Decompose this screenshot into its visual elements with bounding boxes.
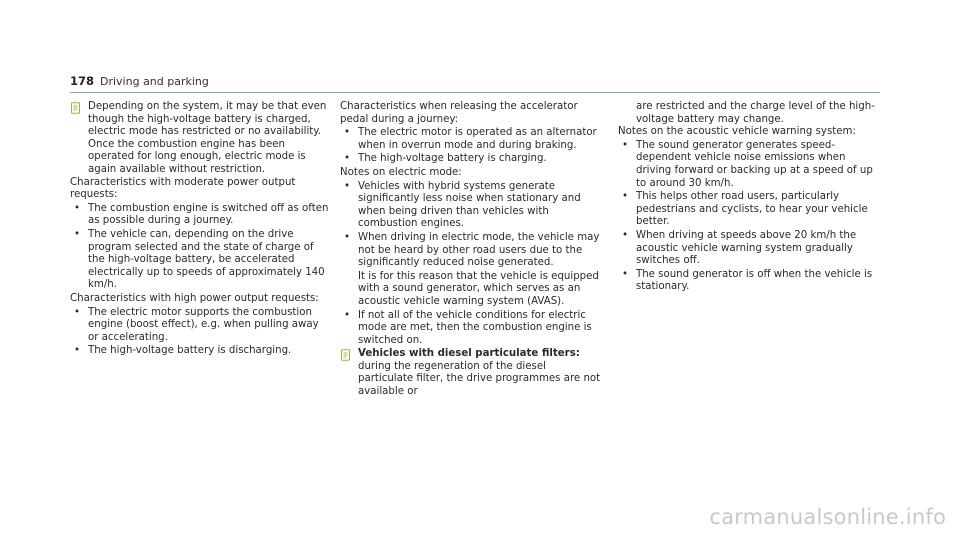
list-item: • Vehicles with hybrid systems generate significantly less noise when stationary and when being driven than vehicles with combustion engines.	[344, 180, 581, 230]
list-item: • The sound generator is off when the vehicle is stationary.	[622, 268, 873, 293]
list-item: • The high-voltage battery is charging.	[344, 153, 547, 165]
list-item: • The electric motor supports the combustion engine (boost effect), e.g. when pulling away or accelerating.	[74, 306, 319, 343]
bullet-icon: •	[344, 231, 351, 243]
bullet-icon: •	[622, 191, 629, 203]
info-note-icon	[340, 349, 352, 361]
list-item: • When driving at speeds above 20 km/h the acoustic vehicle warning system gradually switches off.	[622, 229, 857, 267]
info-note-icon	[70, 102, 82, 114]
bullet-icon: •	[74, 345, 81, 357]
diesel-note-continuation: are restricted and the charge level of the high-voltage battery may change.	[636, 101, 875, 125]
list-item: • The vehicle can, depending on the drive program selected and the state of charge of the high-voltage battery, be accelerated electrically up to speeds of approximately 140 km/h.	[74, 228, 325, 291]
bullet-icon: •	[344, 180, 351, 192]
watermark: carmanualsonline.info	[709, 505, 946, 529]
column-1	[70, 101, 332, 359]
electric-list	[340, 181, 602, 270]
section-title: Driving and parking	[100, 75, 209, 88]
list-item: • The high-voltage battery is discharging.	[74, 345, 292, 357]
column-3	[618, 101, 880, 295]
bullet-icon: •	[74, 202, 81, 214]
list-item: • The combustion engine is switched off as often as possible during a journey.	[74, 202, 329, 227]
bullet-icon: •	[74, 228, 81, 240]
moderate-heading: Characteristics with moderate power output requests:	[70, 176, 296, 201]
diesel-note-text	[358, 348, 602, 398]
bullet-icon: •	[622, 229, 629, 241]
acoustic-list	[618, 140, 880, 294]
page-number: 178	[70, 74, 95, 88]
diesel-note-body: during the regeneration of the diesel particulate filter, the drive programmes are not available or	[358, 360, 601, 398]
high-heading: Characteristics with high power output requests:	[70, 292, 319, 304]
release-list	[340, 127, 602, 166]
acoustic-heading: Notes on the acoustic vehicle warning system:	[618, 126, 856, 138]
high-list	[70, 307, 332, 358]
column-2	[340, 101, 602, 399]
list-item: • The sound generator generates speed-dependent vehicle noise emissions when driving forward or backing up at a speed of up to around 30 km/h.	[622, 139, 873, 189]
list-item: • If not all of the vehicle conditions for electric mode are met, then the combustion engine is switched on.	[344, 309, 592, 346]
electric-continuation: It is for this reason that the vehicle is equipped with a sound generator, which serves as an acoustic vehicle warning system (AVAS).	[358, 270, 599, 307]
moderate-list	[70, 203, 332, 292]
page-header	[70, 74, 880, 93]
bullet-icon: •	[344, 127, 351, 139]
list-item: • When driving in electric mode, the vehicle may not be heard by other road users due to the significantly reduced noise generated.	[344, 231, 600, 269]
bullet-icon: •	[344, 309, 351, 321]
bullet-icon: •	[622, 139, 629, 151]
bullet-icon: •	[344, 153, 351, 165]
note-text: Depending on the system, it may be that even though the high-voltage battery is charged, electric mode has restricted or no availability. Once the combustion engine has been operated for long enough, electric mode is again available without restriction.	[88, 101, 327, 175]
bullet-icon: •	[622, 268, 629, 280]
info-note	[70, 101, 332, 177]
bullet-icon: •	[74, 306, 81, 318]
release-heading: Characteristics when releasing the accelerator pedal during a journey:	[340, 101, 578, 125]
electric-list-2	[340, 310, 602, 348]
list-item: • The electric motor is operated as an alternator when in overrun mode and during braking.	[344, 127, 597, 151]
list-item: • This helps other road users, particularly pedestrians and cyclists, to hear your vehicle better.	[622, 191, 868, 228]
diesel-note	[340, 348, 602, 398]
diesel-note-title: Vehicles with diesel particulate filters:	[358, 348, 580, 360]
electric-heading: Notes on electric mode:	[340, 166, 462, 178]
